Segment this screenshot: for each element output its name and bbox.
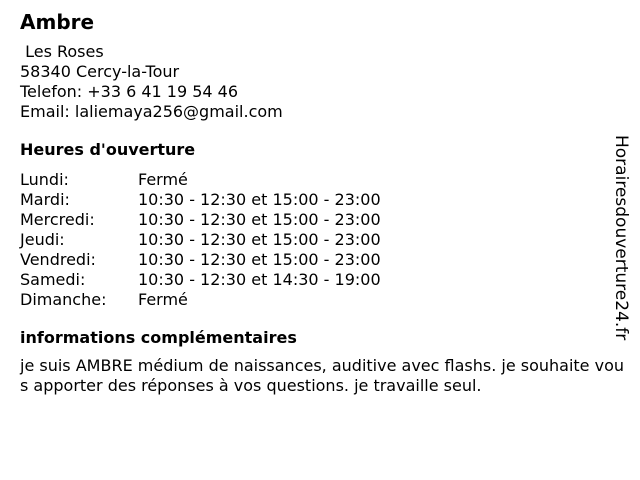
hours-time: 10:30 - 12:30 et 15:00 - 23:00 <box>138 250 381 269</box>
hours-day: Lundi: <box>20 170 69 189</box>
hours-day: Jeudi: <box>20 230 65 249</box>
opening-hours-table <box>20 170 620 310</box>
hours-row-saturday <box>20 270 620 290</box>
hours-day: Samedi: <box>20 270 86 289</box>
business-name: Ambre <box>20 10 95 34</box>
hours-day: Vendredi: <box>20 250 96 269</box>
hours-row-wednesday <box>20 210 620 230</box>
hours-time: 10:30 - 12:30 et 14:30 - 19:00 <box>138 270 381 289</box>
address-street: Les Roses <box>20 42 104 61</box>
hours-time: 10:30 - 12:30 et 15:00 - 23:00 <box>138 210 381 229</box>
opening-hours-heading: Heures d'ouverture <box>20 140 196 159</box>
hours-day: Mercredi: <box>20 210 95 229</box>
address-city: 58340 Cercy-la-Tour <box>20 62 180 81</box>
hours-row-thursday <box>20 230 620 250</box>
site-watermark: Horairesdouverture24.fr <box>611 135 631 341</box>
hours-time: Fermé <box>138 290 188 309</box>
hours-row-sunday <box>20 290 620 310</box>
hours-day: Mardi: <box>20 190 70 209</box>
hours-row-monday <box>20 170 620 190</box>
hours-time: 10:30 - 12:30 et 15:00 - 23:00 <box>138 190 381 209</box>
additional-info-text: je suis AMBRE médium de naissances, auditive avec flashs. je souhaite vous apporter des réponses à vos questions. je travaille seul. <box>20 356 625 395</box>
hours-day: Dimanche: <box>20 290 107 309</box>
hours-row-tuesday <box>20 190 620 210</box>
hours-time: 10:30 - 12:30 et 15:00 - 23:00 <box>138 230 381 249</box>
email-address: Email: laliemaya256@gmail.com <box>20 102 283 121</box>
hours-row-friday <box>20 250 620 270</box>
additional-info-heading: informations complémentaires <box>20 328 297 347</box>
hours-time: Fermé <box>138 170 188 189</box>
phone-number: Telefon: +33 6 41 19 54 46 <box>20 82 239 101</box>
